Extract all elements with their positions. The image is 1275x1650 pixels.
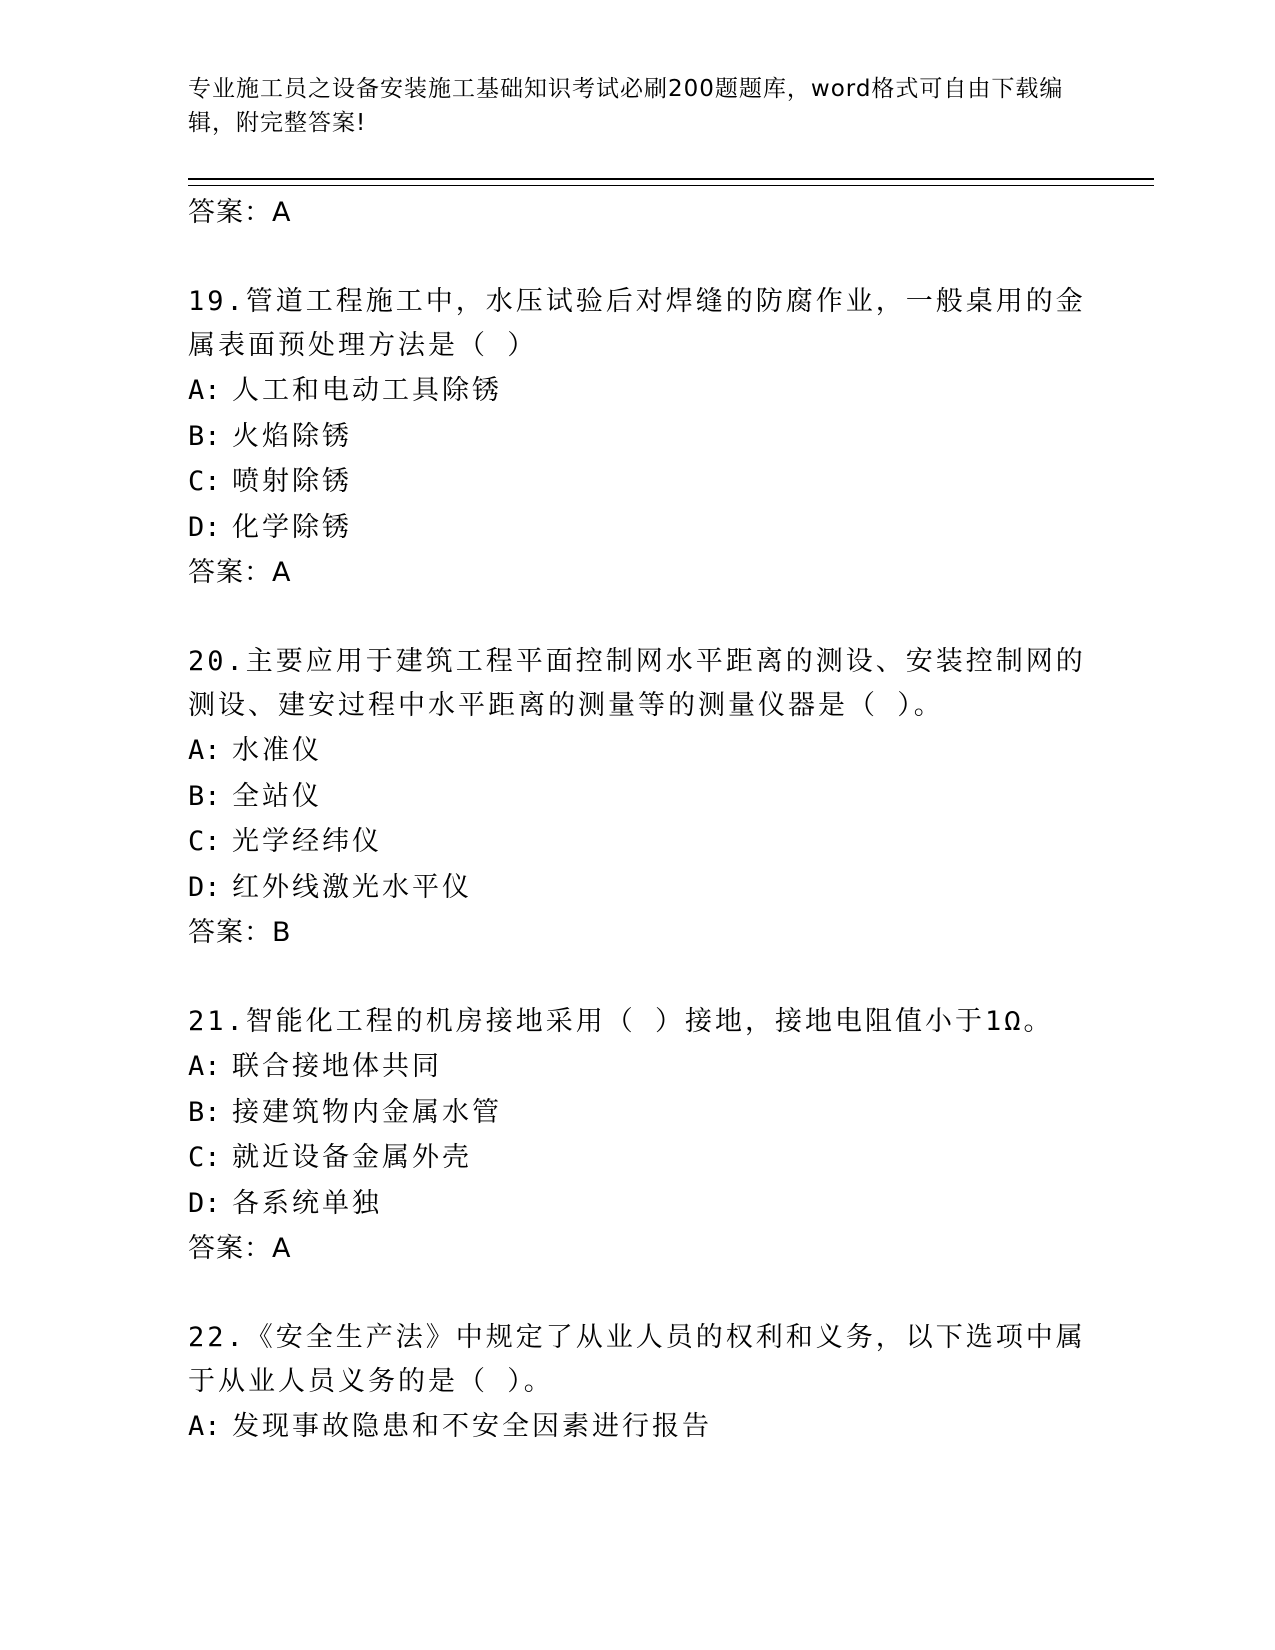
option-letter: C: — [188, 466, 221, 497]
question-stem: 19.管道工程施工中，水压试验后对焊缝的防腐作业，一般桌用的金属表面预处理方法是（ ） — [188, 286, 1086, 361]
option-text: 红外线激光水平仪 — [232, 871, 472, 903]
option-a — [188, 1404, 1108, 1450]
question-stem: 22.《安全生产法》中规定了从业人员的权利和义务，以下选项中属于从业人员义务的是（ ）。 — [188, 1322, 1086, 1397]
question-22 — [188, 1316, 1108, 1450]
document-header: 专业施工员之设备安装施工基础知识考试必刷200题题库，word格式可自由下载编辑，附完整答案! — [188, 76, 1064, 136]
option-text: 化学除锈 — [232, 511, 352, 543]
option-b — [188, 774, 1108, 820]
option-letter: A: — [188, 375, 221, 406]
option-letter: A: — [188, 735, 221, 766]
option-text: 发现事故隐患和不安全因素进行报告 — [232, 1411, 712, 1442]
option-text: 火焰除锈 — [232, 420, 352, 452]
document-body — [188, 190, 1108, 1450]
option-text: 接建筑物内金属水管 — [232, 1096, 502, 1128]
option-letter: A: — [188, 1411, 221, 1442]
question-20 — [188, 640, 1108, 956]
option-text: 全站仪 — [232, 780, 322, 812]
option-letter: B: — [188, 1096, 221, 1128]
option-c — [188, 819, 1108, 865]
option-a — [188, 1044, 1108, 1090]
option-c — [188, 459, 1108, 505]
question-stem: 21.智能化工程的机房接地采用（ ）接地，接地电阻值小于1Ω。 — [188, 1006, 1054, 1037]
option-b — [188, 1090, 1108, 1136]
option-text: 就近设备金属外壳 — [232, 1142, 472, 1173]
option-a — [188, 368, 1108, 414]
question-stem: 20.主要应用于建筑工程平面控制网水平距离的测设、安装控制网的测设、建安过程中水平距离的测量等的测量仪器是（ ）。 — [188, 646, 1086, 721]
option-text: 水准仪 — [232, 735, 322, 766]
option-letter: D: — [188, 1187, 221, 1219]
option-letter: B: — [188, 780, 221, 812]
option-letter: B: — [188, 420, 221, 452]
option-d — [188, 505, 1108, 551]
option-letter: A: — [188, 1051, 221, 1082]
option-text: 联合接地体共同 — [232, 1051, 442, 1082]
option-letter: C: — [188, 1142, 221, 1173]
option-letter: D: — [188, 511, 221, 543]
option-text: 光学经纬仪 — [232, 826, 382, 857]
option-d — [188, 1181, 1108, 1227]
option-text: 喷射除锈 — [232, 466, 352, 497]
option-a — [188, 728, 1108, 774]
answer-line: 答案：A — [188, 197, 292, 228]
option-text: 各系统单独 — [232, 1187, 382, 1219]
answer-line: 答案：B — [188, 917, 292, 948]
option-letter: C: — [188, 826, 221, 857]
option-letter: D: — [188, 871, 221, 903]
option-c — [188, 1135, 1108, 1181]
question-21 — [188, 1000, 1108, 1272]
option-d — [188, 865, 1108, 911]
answer-line: 答案：A — [188, 1233, 292, 1264]
option-b — [188, 414, 1108, 460]
question-19 — [188, 280, 1108, 596]
header-divider — [188, 178, 1154, 186]
option-text: 人工和电动工具除锈 — [232, 375, 502, 406]
answer-line: 答案：A — [188, 557, 292, 588]
